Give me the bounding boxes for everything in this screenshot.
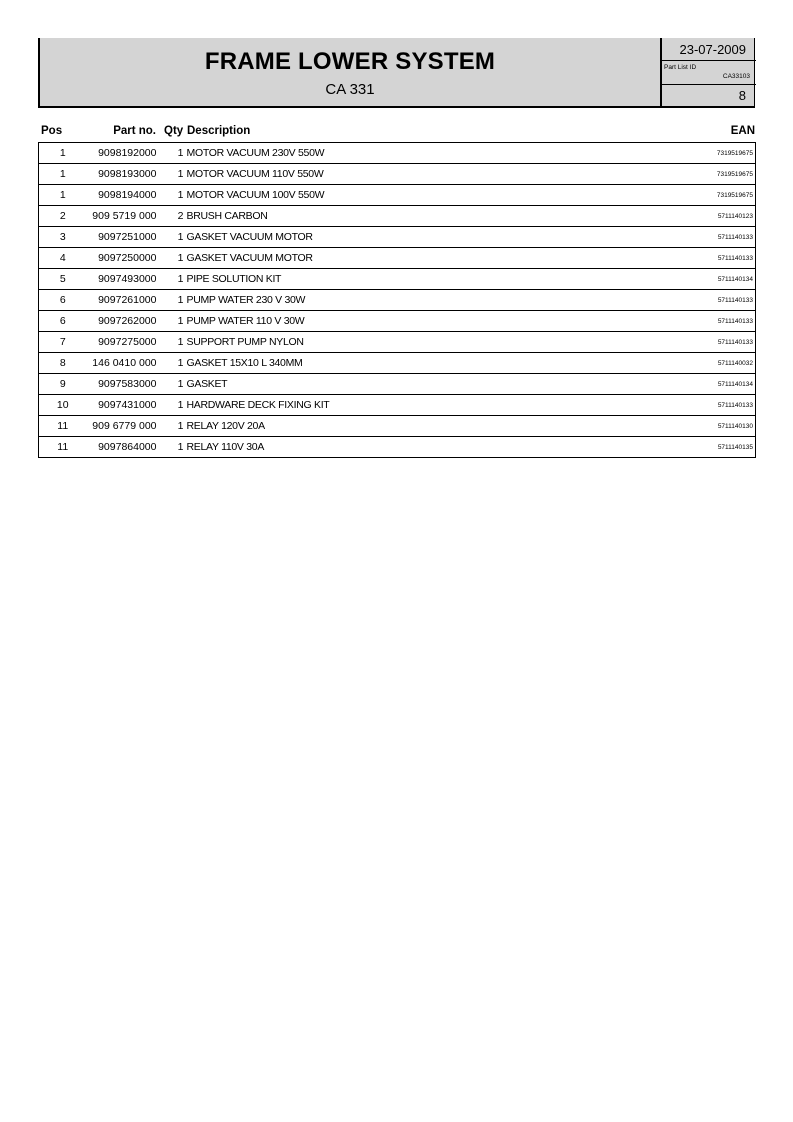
table-row — [39, 332, 756, 353]
part-list-label: Part List ID — [664, 64, 697, 71]
table-row — [39, 395, 756, 416]
table-row — [39, 416, 756, 437]
qty-cell: 1 — [163, 248, 187, 269]
part-number-cell: 9097262000 — [87, 311, 163, 332]
part-list-id: CA33103 — [722, 73, 750, 80]
description-cell: SUPPORT PUMP NYLON — [187, 332, 656, 353]
table-row — [39, 164, 756, 185]
date-label: 23-07-2009 — [679, 42, 746, 57]
part-number-cell: 9097583000 — [87, 374, 163, 395]
qty-cell: 1 — [163, 290, 187, 311]
part-number-cell: 9097250000 — [87, 248, 163, 269]
ean-cell: 5711140133 — [656, 311, 756, 332]
description-cell: MOTOR VACUUM 100V 550W — [187, 185, 656, 206]
description-cell: GASKET VACUUM MOTOR — [187, 227, 656, 248]
part-number-cell: 9098192000 — [87, 143, 163, 164]
page-number: 8 — [738, 88, 746, 103]
pos-cell: 10 — [39, 395, 87, 416]
pos-cell: 2 — [39, 206, 87, 227]
part-number-cell: 146 0410 000 — [87, 353, 163, 374]
page-subtitle: CA 331 — [325, 81, 375, 98]
parts-table-body — [39, 143, 756, 458]
table-row — [39, 185, 756, 206]
description-cell: GASKET VACUUM MOTOR — [187, 248, 656, 269]
part-number-cell: 909 6779 000 — [87, 416, 163, 437]
column-header-pos: Pos — [41, 125, 63, 137]
description-cell: GASKET — [187, 374, 656, 395]
description-cell: HARDWARE DECK FIXING KIT — [187, 395, 656, 416]
pos-cell: 3 — [39, 227, 87, 248]
pos-cell: 11 — [39, 416, 87, 437]
ean-cell: 5711140133 — [656, 248, 756, 269]
qty-cell: 2 — [163, 206, 187, 227]
ean-cell: 7319519675 — [656, 164, 756, 185]
parts-table — [38, 142, 756, 458]
page-title: FRAME LOWER SYSTEM — [204, 48, 496, 75]
qty-cell: 1 — [163, 227, 187, 248]
ean-cell: 5711140130 — [656, 416, 756, 437]
ean-cell: 5711140123 — [656, 206, 756, 227]
pos-cell: 1 — [39, 164, 87, 185]
qty-cell: 1 — [163, 416, 187, 437]
description-cell: MOTOR VACUUM 230V 550W — [187, 143, 656, 164]
ean-cell: 5711140133 — [656, 332, 756, 353]
description-cell: RELAY 120V 20A — [187, 416, 656, 437]
table-row — [39, 290, 756, 311]
ean-cell: 5711140134 — [656, 269, 756, 290]
table-row — [39, 143, 756, 164]
pos-cell: 8 — [39, 353, 87, 374]
part-number-cell: 9097431000 — [87, 395, 163, 416]
table-row — [39, 437, 756, 458]
pos-cell: 4 — [39, 248, 87, 269]
ean-cell: 7319519675 — [656, 185, 756, 206]
ean-cell: 7319519675 — [656, 143, 756, 164]
part-number-cell: 9097251000 — [87, 227, 163, 248]
column-header-qty: Qty — [164, 125, 184, 137]
table-row — [39, 374, 756, 395]
column-header-ean: EAN — [730, 125, 755, 137]
qty-cell: 1 — [163, 374, 187, 395]
qty-cell: 1 — [163, 269, 187, 290]
ean-cell: 5711140133 — [656, 290, 756, 311]
part-number-cell: 9097864000 — [87, 437, 163, 458]
part-number-cell: 909 5719 000 — [87, 206, 163, 227]
table-row — [39, 269, 756, 290]
qty-cell: 1 — [163, 395, 187, 416]
pos-cell: 7 — [39, 332, 87, 353]
ean-cell: 5711140133 — [656, 227, 756, 248]
qty-cell: 1 — [163, 185, 187, 206]
qty-cell: 1 — [163, 353, 187, 374]
description-cell: PUMP WATER 230 V 30W — [187, 290, 656, 311]
part-number-cell: 9098194000 — [87, 185, 163, 206]
pos-cell: 11 — [39, 437, 87, 458]
table-row — [39, 227, 756, 248]
info-divider — [662, 84, 756, 85]
info-box — [660, 38, 756, 106]
header-box — [38, 38, 755, 108]
table-row — [39, 311, 756, 332]
description-cell: RELAY 110V 30A — [187, 437, 656, 458]
description-cell: PIPE SOLUTION KIT — [187, 269, 656, 290]
description-cell: PUMP WATER 110 V 30W — [187, 311, 656, 332]
column-header-description: Description — [187, 125, 251, 137]
pos-cell: 1 — [39, 143, 87, 164]
pos-cell: 9 — [39, 374, 87, 395]
ean-cell: 5711140134 — [656, 374, 756, 395]
description-cell: GASKET 15X10 L 340MM — [187, 353, 656, 374]
pos-cell: 6 — [39, 311, 87, 332]
description-cell: BRUSH CARBON — [187, 206, 656, 227]
info-divider — [662, 60, 756, 61]
pos-cell: 6 — [39, 290, 87, 311]
column-header-part-no: Part no. — [113, 125, 156, 137]
table-row — [39, 353, 756, 374]
qty-cell: 1 — [163, 311, 187, 332]
part-number-cell: 9097261000 — [87, 290, 163, 311]
qty-cell: 1 — [163, 143, 187, 164]
ean-cell: 5711140133 — [656, 395, 756, 416]
table-row — [39, 206, 756, 227]
pos-cell: 5 — [39, 269, 87, 290]
qty-cell: 1 — [163, 332, 187, 353]
qty-cell: 1 — [163, 437, 187, 458]
part-number-cell: 9097275000 — [87, 332, 163, 353]
part-number-cell: 9098193000 — [87, 164, 163, 185]
ean-cell: 5711140032 — [656, 353, 756, 374]
part-number-cell: 9097493000 — [87, 269, 163, 290]
description-cell: MOTOR VACUUM 110V 550W — [187, 164, 656, 185]
table-row — [39, 248, 756, 269]
ean-cell: 5711140135 — [656, 437, 756, 458]
pos-cell: 1 — [39, 185, 87, 206]
qty-cell: 1 — [163, 164, 187, 185]
